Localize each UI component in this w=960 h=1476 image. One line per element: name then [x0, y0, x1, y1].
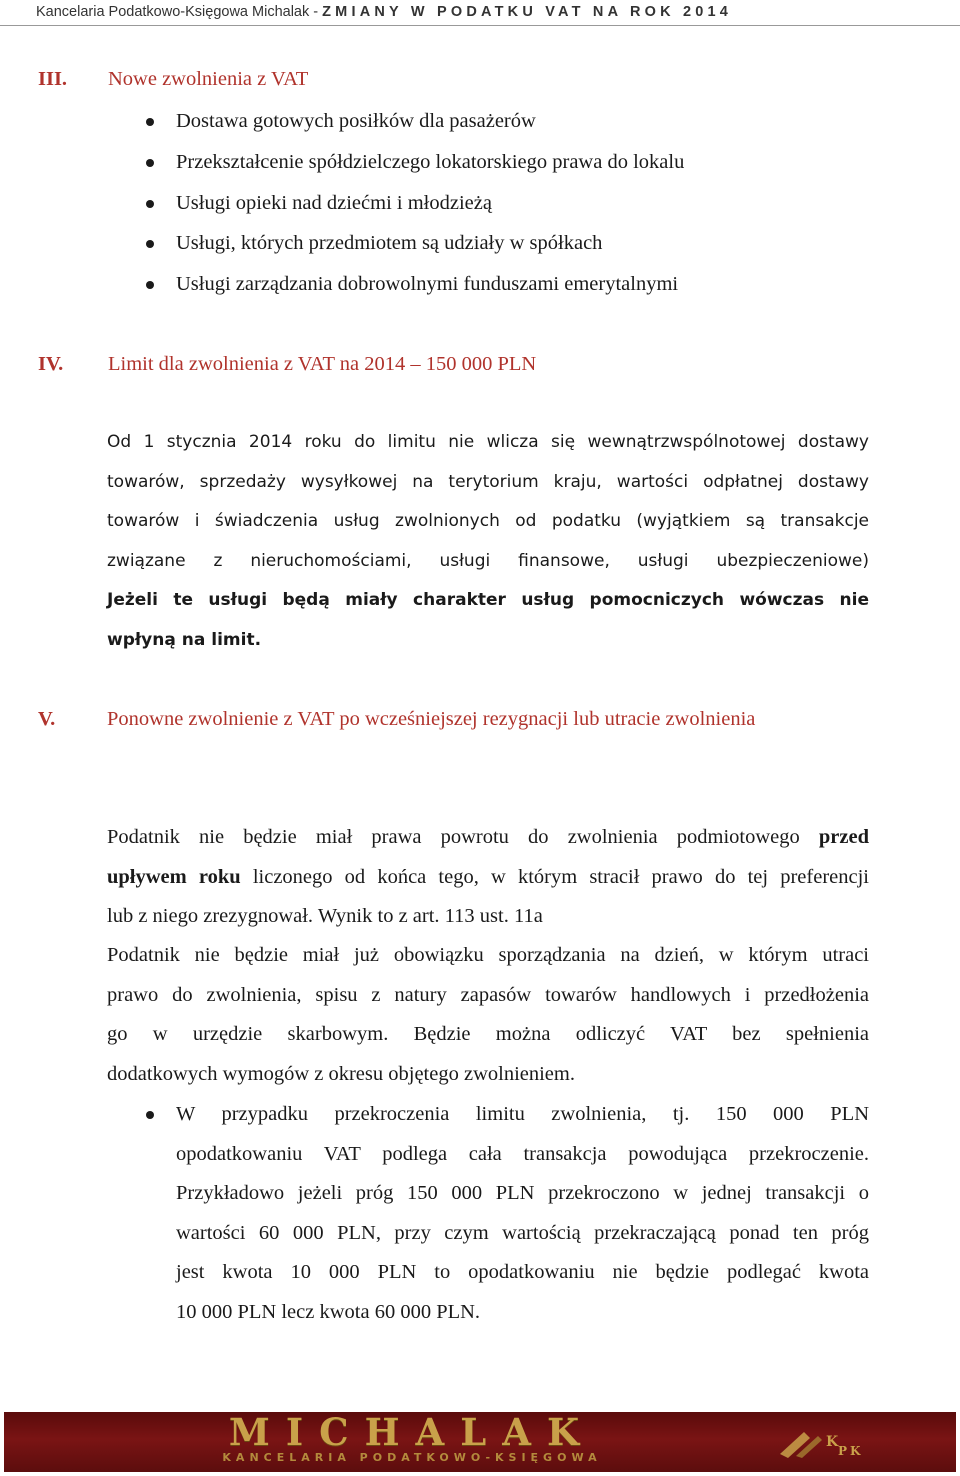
- paragraph-line-bold: wpłyną na limit.: [107, 629, 262, 650]
- paragraph-line: towarów, sprzedaży wysyłkowej na terytorium kraju, wartości odpłatnej dostawy: [107, 471, 869, 492]
- section-5-paragraph-1: [107, 818, 869, 937]
- svg-text:K: K: [850, 1444, 861, 1458]
- seal-logo-icon: [774, 1424, 870, 1460]
- paragraph-bold-text: upływem roku: [107, 865, 241, 888]
- footer-subtitle: KANCELARIA PODATKOWO-KSIĘGOWA: [222, 1451, 602, 1464]
- section-4-paragraph: [107, 423, 869, 661]
- footer-banner: [4, 1412, 956, 1472]
- paragraph-line: dodatkowych wymogów z okresu objętego zwolnieniem.: [107, 1062, 575, 1085]
- paragraph-line-bold: Jeżeli te usługi będą miały charakter usług pomocniczych wówczas nie: [107, 590, 869, 611]
- paragraph-line: prawo do zwolnienia, spisu z natury zapasów towarów handlowych i przedłożenia: [107, 983, 869, 1006]
- paragraph-bold-text: przed: [818, 826, 869, 848]
- paragraph-line: towarów i świadczenia usług zwolnionych od podatku (wyjątkiem są transakcje: [107, 511, 869, 532]
- section-5-paragraph-2: [107, 936, 869, 1094]
- bullet-line: wartości 60 000 PLN, przy czym wartością przekraczającą ponad ten próg: [176, 1221, 869, 1244]
- list-item: Usługi opieki nad dziećmi i młodzieżą: [176, 183, 492, 224]
- paragraph-line: [107, 818, 869, 858]
- footer-brand-logo: MICHALAK: [228, 1412, 596, 1454]
- header-topic: ZMIANY W PODATKU VAT NA ROK 2014: [322, 4, 733, 20]
- svg-text:K: K: [826, 1434, 839, 1450]
- section-3-number: III.: [38, 68, 68, 90]
- paragraph-line: lub z niego zrezygnował. Wynik to z art. 113 ust. 11a: [107, 905, 543, 928]
- paragraph-line: Od 1 stycznia 2014 roku do limitu nie wlicza się wewnątrzwspólnotowej dostawy: [107, 432, 869, 452]
- bullet-line: 10 000 PLN lecz kwota 60 000 PLN.: [176, 1300, 481, 1323]
- bullet-line: opodatkowaniu VAT podlega cała transakcja powodująca przekroczenie.: [176, 1142, 869, 1165]
- header-firm: Kancelaria Podatkowo-Księgowa Michalak -: [36, 4, 323, 20]
- section-4-number: IV.: [38, 353, 64, 375]
- section-5-bullet: [176, 1095, 869, 1333]
- page-header: [0, 0, 960, 26]
- paragraph-line: [107, 858, 869, 898]
- list-item: Usługi zarządzania dobrowolnymi funduszami emerytalnymi: [176, 264, 678, 305]
- list-item: Przekształcenie spółdzielczego lokatorskiego prawa do lokalu: [176, 142, 684, 183]
- section-4-title: Limit dla zwolnienia z VAT na 2014 – 150 000 PLN: [108, 353, 537, 375]
- paragraph-line: Podatnik nie będzie miał już obowiązku sporządzania na dzień, w którym utraci: [107, 944, 869, 966]
- bullet-line: jest kwota 10 000 PLN to opodatkowaniu nie będzie podlegać kwota: [176, 1261, 869, 1284]
- section-5-title: Ponowne zwolnienie z VAT po wcześniejszej rezygnacji lub utracie zwolnienia: [107, 708, 756, 730]
- paragraph-text: liczonego od końca tego, w którym stracił prawo do tej preferencji: [240, 865, 870, 888]
- svg-text:P: P: [838, 1444, 848, 1458]
- list-item: Dostawa gotowych posiłków dla pasażerów: [176, 101, 536, 142]
- bullet-line: W przypadku przekroczenia limitu zwolnienia, tj. 150 000 PLN: [176, 1103, 869, 1125]
- paragraph-line: związane z nieruchomościami, usługi finansowe, usługi ubezpieczeniowe): [107, 550, 869, 571]
- paragraph-line: go w urzędzie skarbowym. Będzie można odliczyć VAT bez spełnienia: [107, 1023, 869, 1046]
- bullet-line: Przykładowo jeżeli próg 150 000 PLN przekroczono w jednej transakcji o: [176, 1182, 869, 1205]
- section-5-number: V.: [38, 708, 56, 730]
- section-3-title: Nowe zwolnienia z VAT: [108, 68, 309, 90]
- paragraph-text: Podatnik nie będzie miał prawa powrotu do zwolnienia podmiotowego: [107, 826, 819, 848]
- list-item: Usługi, których przedmiotem są udziały w spółkach: [176, 223, 602, 264]
